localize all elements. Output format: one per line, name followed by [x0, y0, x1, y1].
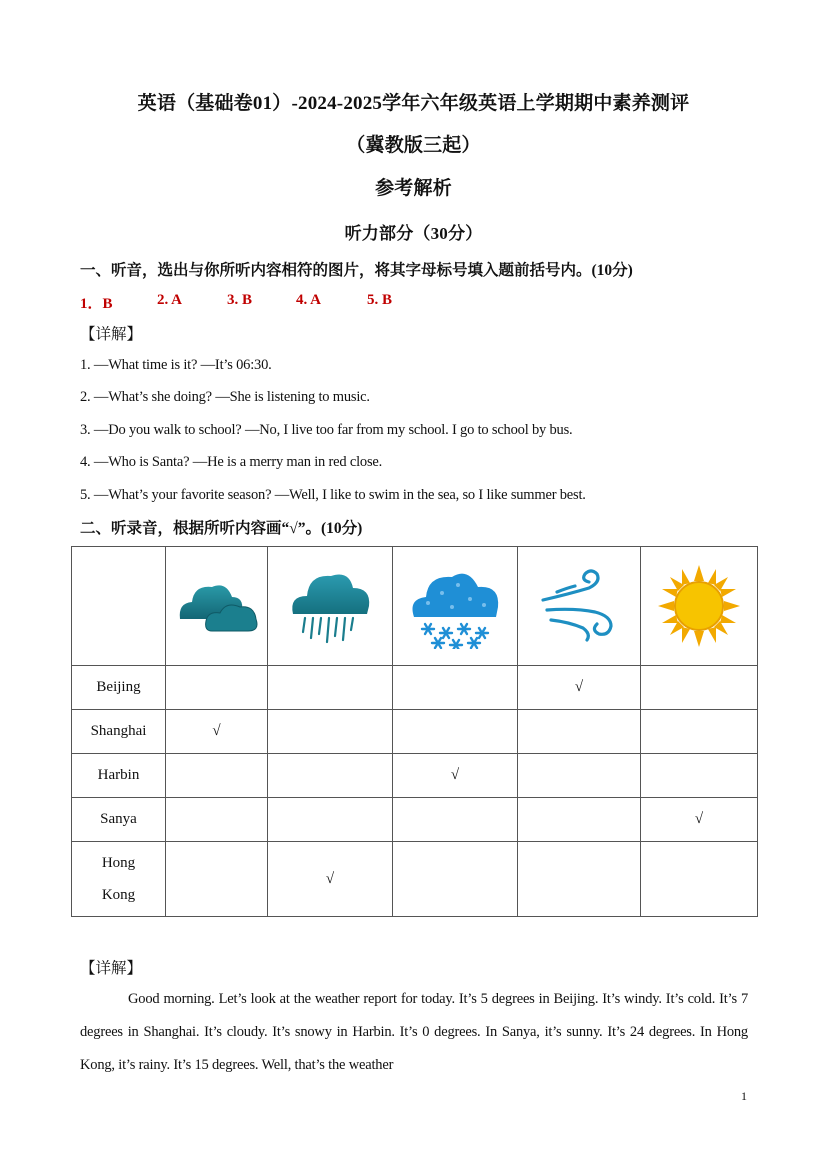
answer-5: 5. B [367, 292, 393, 308]
mark-cell [641, 710, 758, 754]
page-number: 1 [741, 1089, 747, 1103]
mark-cell [268, 798, 393, 842]
weather-report-text: Good morning. Let’s look at the weather report for today. It’s 5 degrees in Beijing. It’s windy. It’s cold. It’s 7 degrees in Shanghai. It’s cloudy. It’s snowy in Harbin. It’s 0 degrees. In Sanya, it’s sunny. It’s 24 degrees. In Hong Kong, it’s rainy. It’s 15 degrees. Well, that’s the weather [80, 991, 748, 1073]
mark-cell [166, 754, 268, 798]
section1-answers [80, 292, 392, 313]
sunny-icon [656, 563, 742, 649]
city-cell: Beijing [72, 666, 166, 710]
icon-cell [641, 547, 758, 666]
mark-cell [393, 666, 518, 710]
city-cell: Shanghai [72, 710, 166, 754]
mark-cell [166, 798, 268, 842]
mark-cell [393, 798, 518, 842]
rainy-icon [287, 566, 373, 646]
table-row [72, 666, 758, 710]
mark-cell [166, 842, 268, 917]
mark-cell [518, 842, 641, 917]
icon-cell [518, 547, 641, 666]
mark-cell [393, 710, 518, 754]
snowy-icon [408, 563, 502, 649]
icon-cell [166, 547, 268, 666]
mark-cell [518, 798, 641, 842]
section2-detail-label: 【详解】 [80, 960, 143, 977]
weather-table [71, 546, 758, 917]
transcript-line-4: 4. —Who is Santa? —He is a merry man in red close. [80, 454, 383, 470]
table-row [72, 842, 758, 917]
cloudy-icon [174, 575, 260, 637]
answer-3: 3. B [227, 292, 253, 308]
city-cell: Sanya [72, 798, 166, 842]
mark-cell [268, 754, 393, 798]
section1-heading: 一、听音，选出与你所听内容相符的图片，将其字母标号填入题前括号内。(10分) [80, 262, 633, 279]
section2-heading: 二、听录音，根据所听内容画“√”。(10分) [80, 520, 363, 537]
mark-cell [641, 842, 758, 917]
document-subtitle: （冀教版三起） [346, 135, 481, 156]
mark-cell [641, 754, 758, 798]
transcript-line-5: 5. —What’s your favorite season? —Well, I like to swim in the sea, so I like summer best. [80, 487, 586, 503]
mark-cell [268, 710, 393, 754]
mark-cell [166, 666, 268, 710]
table-row [72, 710, 758, 754]
table-row [72, 798, 758, 842]
mark-cell: √ [166, 710, 268, 754]
mark-cell [641, 666, 758, 710]
city-cell: Harbin [72, 754, 166, 798]
mark-cell [393, 842, 518, 917]
section1-detail-label: 【详解】 [80, 326, 143, 343]
transcript-line-3: 3. —Do you walk to school? —No, I live too far from my school. I go to school by bus. [80, 422, 573, 438]
city-cell [72, 842, 166, 917]
empty-corner-cell [72, 547, 166, 666]
icon-cell [393, 547, 518, 666]
mark-cell [518, 754, 641, 798]
answer-4: 4. A [296, 292, 322, 308]
windy-icon [539, 566, 619, 646]
answer-2: 2. A [157, 292, 183, 308]
mark-cell: √ [268, 842, 393, 917]
answer-1: 1．B [80, 296, 113, 312]
mark-cell: √ [641, 798, 758, 842]
transcript-line-1: 1. —What time is it? —It’s 06:30. [80, 357, 272, 373]
table-row [72, 754, 758, 798]
city-line-2: Kong [101, 887, 136, 903]
document-title: 英语（基础卷01）-2024-2025学年六年级英语上学期期中素养测评 [137, 93, 690, 114]
transcript-line-2: 2. —What’s she doing? —She is listening to music. [80, 389, 370, 405]
icon-row [72, 547, 758, 666]
answer-key-heading: 参考解析 [375, 178, 452, 199]
icon-cell [268, 547, 393, 666]
mark-cell: √ [393, 754, 518, 798]
weather-report-paragraph [80, 983, 748, 1082]
mark-cell [268, 666, 393, 710]
listening-part-heading: 听力部分（30分） [344, 224, 483, 243]
mark-cell: √ [518, 666, 641, 710]
city-line-1: Hong [101, 855, 136, 871]
mark-cell [518, 710, 641, 754]
